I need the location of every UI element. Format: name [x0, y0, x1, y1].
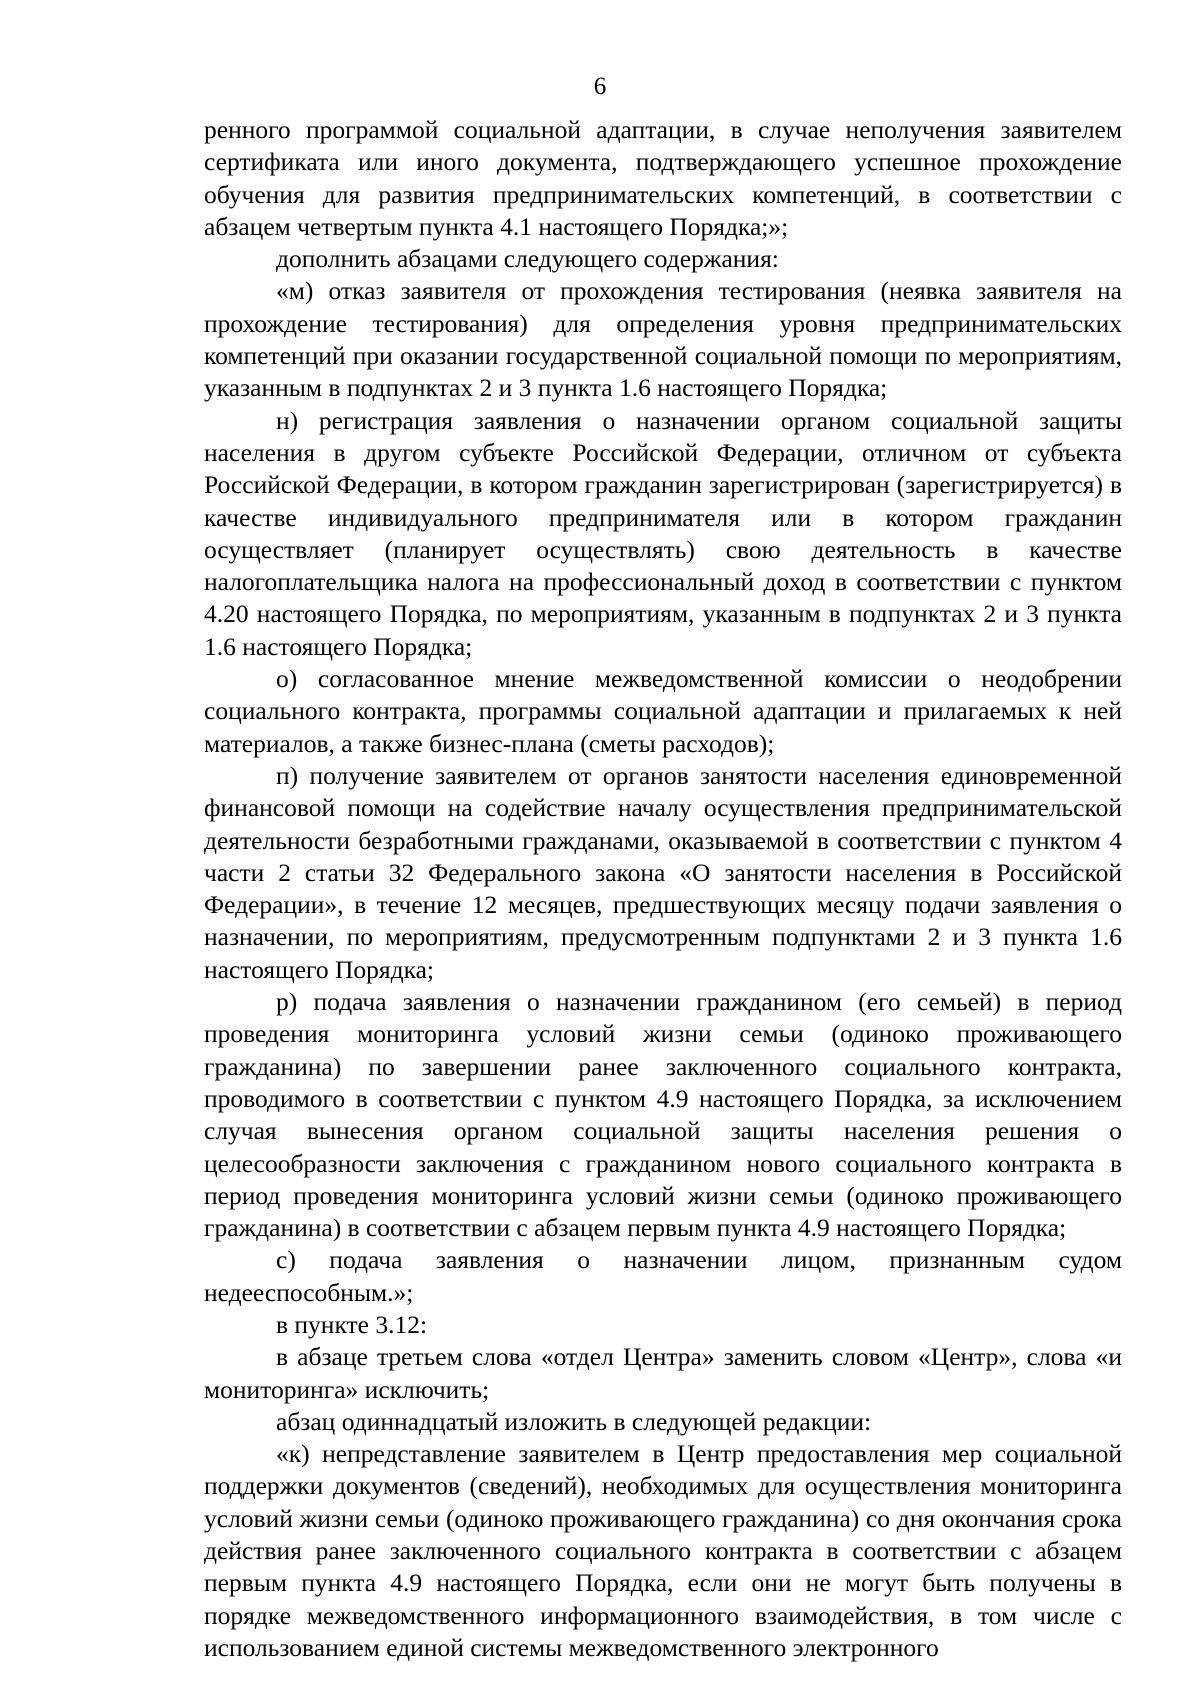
document-body [204, 114, 1122, 1664]
paragraph: абзац одиннадцатый изложить в следующей редакции: [276, 1406, 872, 1436]
paragraph: «м) отказ заявителя от прохождения тестирования (неявка заявителя на прохождение тестирования) для определения уровня предпринимательских компетенций при оказании государственной социальной помощи по мероприятиям, указанным в подпунктах 2 и 3 пункта 1.6 настоящего Порядка; [204, 276, 1122, 403]
paragraph: в абзаце третьем слова «отдел Центра» заменить словом «Центр», слова «и мониторинга» исключить; [204, 1342, 1122, 1404]
paragraph: ренного программой социальной адаптации, в случае неполучения заявителем сертификата или иного документа, подтверждающего успешное прохождение обучения для развития предпринимательских компетенций, в соответствии с абзацем четвертым пункта 4.1 настоящего Порядка;»; [204, 115, 1122, 241]
paragraph: о) согласованное мнение межведомственной комиссии о неодобрении социального контракта, программы социальной адаптации и прилагаемых к ней материалов, а также бизнес-плана (сметы расходов); [204, 664, 1122, 758]
paragraph: р) подача заявления о назначении гражданином (его семьей) в период проведения мониторинга условий жизни семьи (одиноко проживающего гражданина) по завершении ранее заключенного социального контракта, проводимого в соответствии с пунктом 4.9 настоящего Порядка, за исключением случая вынесения органом социальной защиты населения решения о целесообразности заключения с гражданином нового социального контракта в период проведения мониторинга условий жизни семьи (одиноко проживающего гражданина) в соответствии с абзацем первым пункта 4.9 настоящего Порядка; [204, 987, 1122, 1243]
page-number: 6 [593, 73, 607, 100]
paragraph: н) регистрация заявления о назначении органом социальной защиты населения в другом субъекте Российской Федерации, отличном от субъекта Российской Федерации, в котором гражданин зарегистрирован (зарегистрируется) в качестве индивидуального предпринимателя или в котором гражданин осуществляет (планирует осуществлять) свою деятельность в качестве налогоплательщика налога на профессиональный доход в соответствии с пунктом 4.20 настоящего Порядка, по мероприятиям, указанным в подпунктах 2 и 3 пункта 1.6 настоящего Порядка; [204, 405, 1122, 661]
paragraph: с) подача заявления о назначении лицом, признанным судом недееспособным.»; [204, 1245, 1122, 1307]
paragraph: в пункте 3.12: [276, 1309, 428, 1339]
paragraph: дополнить абзацами следующего содержания: [276, 244, 779, 274]
paragraph: «к) непредставление заявителем в Центр предоставления мер социальной поддержки документов (сведений), необходимых для осуществления мониторинга условий жизни семьи (одиноко проживающего гражданина) со дня окончания срока действия ранее заключенного социального контракта в соответствии с абзацем первым пункта 4.9 настоящего Порядка, если они не могут быть получены в порядке межведомственного информационного взаимодействия, в том числе с использованием единой системы межведомственного электронного [204, 1439, 1122, 1662]
paragraph: п) получение заявителем от органов занятости населения единовременной финансовой помощи на содействие началу осуществления предпринимательской деятельности безработными гражданами, оказываемой в соответствии с пунктом 4 части 2 статьи 32 Федерального закона «О занятости населения в Российской Федерации», в течение 12 месяцев, предшествующих месяцу подачи заявления о назначении, по мероприятиям, предусмотренным подпунктами 2 и 3 пункта 1.6 настоящего Порядка; [204, 760, 1122, 984]
